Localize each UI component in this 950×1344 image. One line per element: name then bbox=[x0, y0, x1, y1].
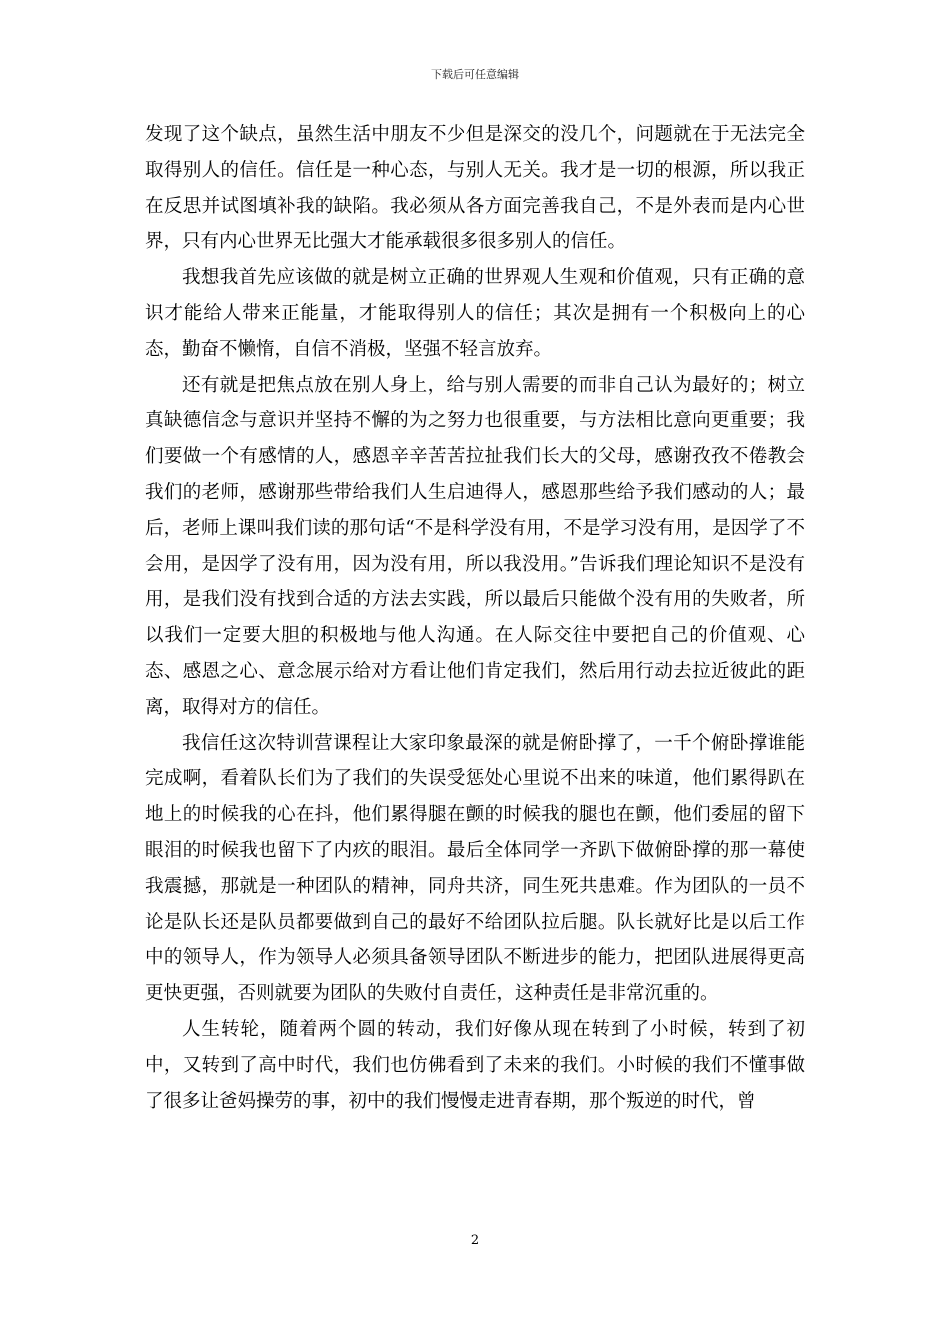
paragraph: 发现了这个缺点，虽然生活中朋友不少但是深交的没几个，问题就在于无法完全取得别人的信任。信任是一种心态，与别人无关。我才是一切的根源，所以我正在反思并试图填补我的缺陷。我必须从各方面完善我自己，不是外表而是内心世界，只有内心世界无比强大才能承载很多很多别人的信任。 bbox=[145, 124, 805, 253]
page-number: 2 bbox=[470, 1233, 480, 1248]
document-body bbox=[145, 117, 805, 1119]
paragraph: 人生转轮，随着两个圆的转动，我们好像从现在转到了小时候，转到了初中，又转到了高中时代，我们也仿佛看到了未来的我们。小时候的我们不懂事做了很多让爸妈操劳的事，初中的我们慢慢走进青春期，那个叛逆的时代，曾 bbox=[145, 1018, 805, 1112]
paragraph: 还有就是把焦点放在别人身上，给与别人需要的而非自己认为最好的；树立真缺德信念与意识并坚持不懈的为之努力也很重要，与方法相比意向更重要；我们要做一个有感情的人，感恩辛辛苦苦拉扯我们长大的父母，感谢孜孜不倦教会我们的老师，感谢那些带给我们人生启迪得人，感恩那些给予我们感动的人；最后，老师上课叫我们读的那句话“不是科学没有用，不是学习没有用，是因学了不会用，是因学了没有用，因为没有用，所以我没用。”告诉我们理论知识不是没有用，是我们没有找到合适的方法去实践，所以最后只能做个没有用的失败者，所以我们一定要大胆的积极地与他人沟通。在人际交往中要把自己的价值观、心态、感恩之心、意念展示给对方看让他们肯定我们，然后用行动去拉近彼此的距离，取得对方的信任。 bbox=[145, 374, 805, 718]
paragraph: 我想我首先应该做的就是树立正确的世界观人生观和价值观，只有正确的意识才能给人带来正能量，才能取得别人的信任；其次是拥有一个积极向上的心态，勤奋不懒惰，自信不消极，坚强不轻言放弃。 bbox=[145, 267, 805, 360]
paragraph: 我信任这次特训营课程让大家印象最深的就是俯卧撑了，一千个俯卧撑谁能完成啊，看着队长们为了我们的失误受惩处心里说不出来的味道，他们累得趴在地上的时候我的心在抖，他们累得腿在颤的时候我的腿也在颤，他们委屈的留下眼泪的时候我也留下了内疚的眼泪。最后全体同学一齐趴下做俯卧撑的那一幕使我震撼，那就是一种团队的精神，同舟共济，同生死共患难。作为团队的一员不论是队长还是队员都要做到自己的最好不给团队拉后腿。队长就好比是以后工作中的领导人，作为领导人必须具备领导团队不断进步的能力，把团队进展得更高更快更强，否则就要为团队的失败付自责任，这种责任是非常沉重的。 bbox=[145, 732, 805, 1005]
page-header: 下载后可任意编辑 bbox=[431, 68, 519, 81]
